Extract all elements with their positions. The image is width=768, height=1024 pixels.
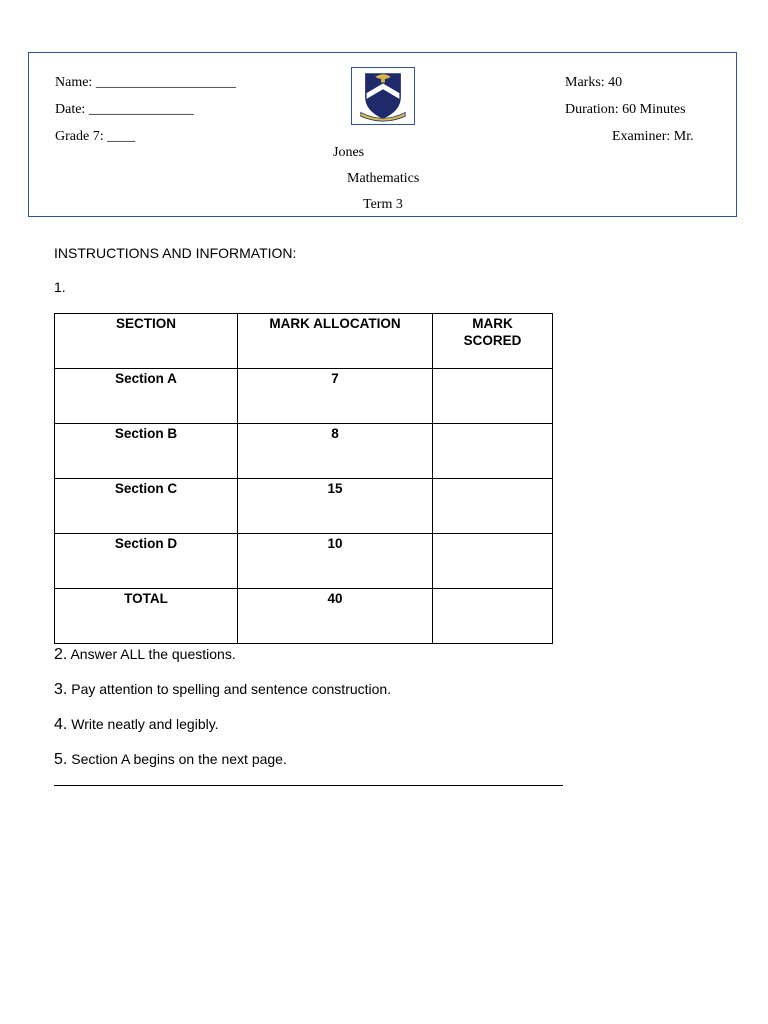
- table-header-row: [55, 314, 553, 369]
- subject-title: Mathematics: [347, 171, 420, 186]
- instruction-number: 5.: [54, 751, 68, 768]
- table-row: [55, 424, 553, 479]
- instruction-text: Pay attention to spelling and sentence construction.: [71, 681, 392, 697]
- school-crest-icon: [351, 67, 415, 125]
- instructions-heading: INSTRUCTIONS AND INFORMATION:: [54, 245, 297, 261]
- allocation-cell: 15: [238, 479, 433, 534]
- header-section: SECTION: [55, 314, 238, 369]
- divider-line: [54, 785, 563, 786]
- duration: Duration: 60 Minutes: [565, 102, 686, 117]
- examiner-name: Jones: [333, 145, 365, 160]
- instruction-number: 2.: [54, 646, 68, 663]
- grade-field: Grade 7: ____: [55, 129, 136, 144]
- table-row-total: [55, 589, 553, 644]
- table-row: [55, 534, 553, 589]
- scored-cell[interactable]: [433, 589, 553, 644]
- allocation-cell: 7: [238, 369, 433, 424]
- header-mark-allocation: MARK ALLOCATION: [238, 314, 433, 369]
- marks-total: Marks: 40: [565, 75, 623, 90]
- mark-allocation-table: [54, 313, 553, 644]
- exam-header: [28, 52, 737, 217]
- scored-cell[interactable]: [433, 479, 553, 534]
- term-label: Term 3: [363, 197, 403, 212]
- instruction-5: [54, 751, 287, 769]
- instruction-2: [54, 646, 236, 664]
- table-row: [55, 479, 553, 534]
- allocation-cell: 8: [238, 424, 433, 479]
- section-cell: Section B: [55, 424, 238, 479]
- examiner-label: Examiner: Mr.: [612, 129, 694, 144]
- instruction-4: [54, 716, 219, 734]
- instruction-text: Section A begins on the next page.: [71, 751, 287, 767]
- section-cell: Section C: [55, 479, 238, 534]
- section-cell: Section A: [55, 369, 238, 424]
- name-field: Name: ____________________: [55, 75, 236, 90]
- instruction-number: 3.: [54, 681, 68, 698]
- instruction-number: 4.: [54, 716, 68, 733]
- scored-cell[interactable]: [433, 424, 553, 479]
- scored-cell[interactable]: [433, 534, 553, 589]
- instruction-3: [54, 681, 391, 699]
- allocation-cell: 40: [238, 589, 433, 644]
- table-row: [55, 369, 553, 424]
- allocation-cell: 10: [238, 534, 433, 589]
- scored-cell[interactable]: [433, 369, 553, 424]
- date-field: Date: _______________: [55, 102, 194, 117]
- instruction-text: Write neatly and legibly.: [71, 716, 219, 732]
- section-cell: TOTAL: [55, 589, 238, 644]
- header-mark-scored: MARK SCORED: [433, 314, 553, 369]
- instruction-text: Answer ALL the questions.: [70, 646, 236, 662]
- section-cell: Section D: [55, 534, 238, 589]
- instruction-1-number: 1.: [54, 279, 66, 295]
